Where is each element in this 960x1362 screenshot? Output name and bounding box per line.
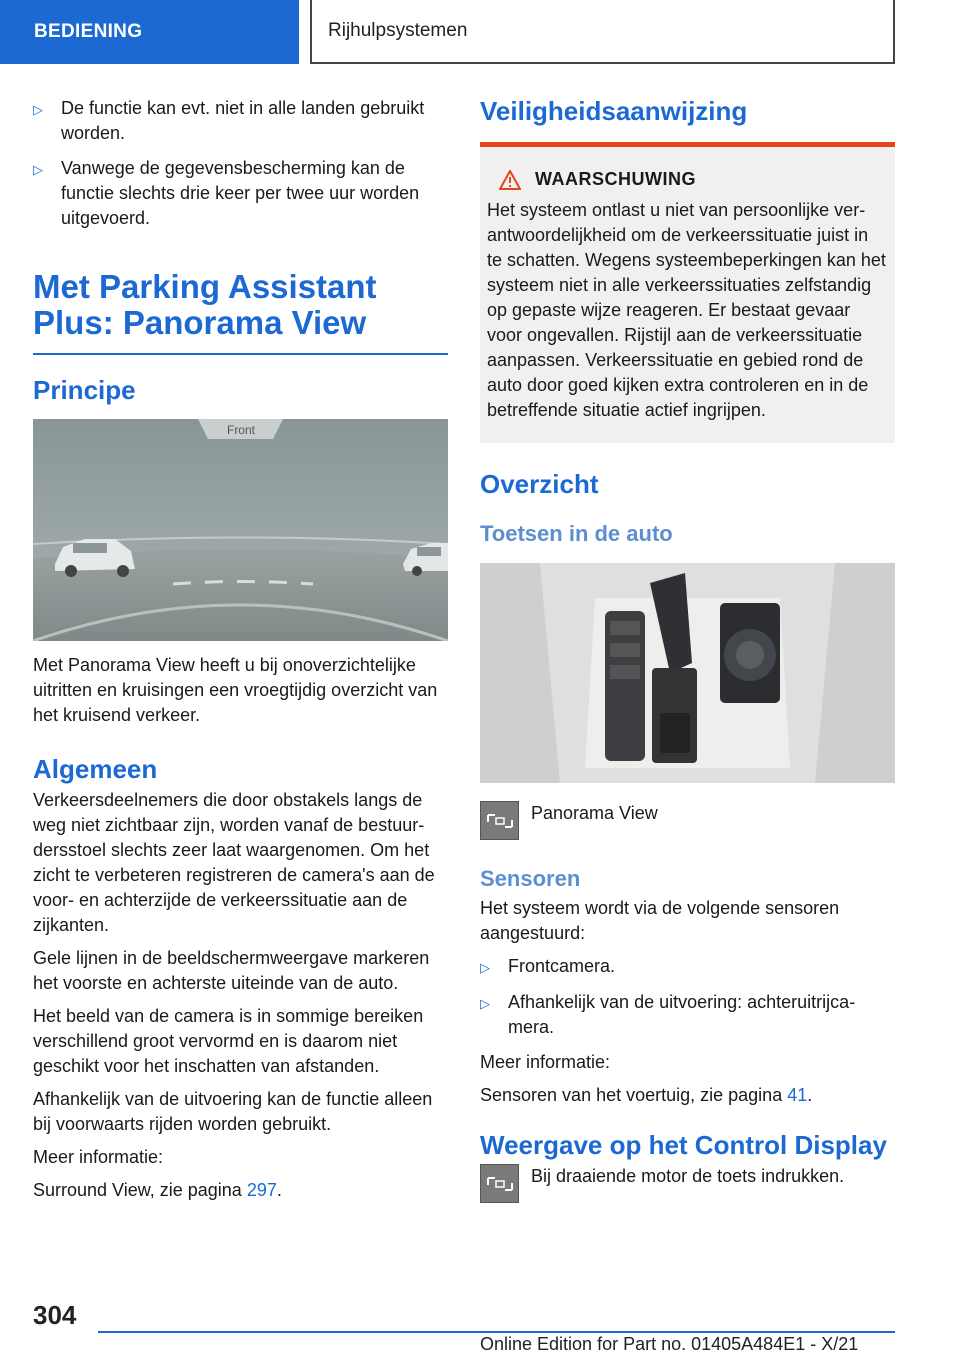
bullet-text: Vanwege de gegevensbescherming kan de functie slechts drie keer per twee uur worden uitgevoerd. bbox=[61, 158, 420, 228]
button-label: Panorama View bbox=[531, 803, 658, 823]
principle-heading: Principe bbox=[33, 375, 136, 405]
list-item bbox=[33, 96, 448, 146]
button-heading: Toetsen in de auto bbox=[480, 521, 673, 546]
general-heading: Algemeen bbox=[33, 754, 158, 784]
list-item bbox=[480, 954, 895, 980]
reference-text: Sensoren van het voertuig, zie pagina bbox=[480, 1085, 788, 1105]
principle-text: Met Panorama View heeft u bij onoverzichtelijke uitritten en kruisingen een vroegtijdig overzicht van het kruisend verkeer. bbox=[33, 655, 438, 725]
header-section: BEDIENING bbox=[0, 0, 299, 64]
display-heading: Weergave op het Control Display bbox=[480, 1130, 887, 1160]
header-chapter: Rijhulpsystemen bbox=[310, 0, 895, 64]
general-paragraph-3: Het beeld van de camera is in sommige bereiken verschillend groot vervormd en is daarom niet geschikt voor het inschatten van afstanden. bbox=[33, 1006, 424, 1076]
right-column bbox=[480, 96, 895, 1229]
bullet-triangle-icon: ▷ bbox=[480, 996, 490, 1011]
panorama-view-button-icon[interactable] bbox=[480, 1164, 519, 1203]
warning-triangle-icon bbox=[499, 170, 521, 190]
bullet-triangle-icon: ▷ bbox=[33, 102, 43, 117]
page-number: 304 bbox=[33, 1300, 77, 1330]
reference-end: . bbox=[807, 1085, 813, 1105]
center-console-image bbox=[480, 563, 895, 783]
cross-reference bbox=[480, 1083, 895, 1108]
bullet-triangle-icon: ▷ bbox=[33, 162, 43, 177]
image-label: Front bbox=[226, 423, 256, 437]
warning-box bbox=[480, 142, 895, 443]
warning-text: Het systeem ontlast u niet van persoonlijke verantwoordelijkheid om de verkeerssituatie juist in te schatten. Wegens systeembeperkingen kan het systeem niet in alle verkeerssituaties zelfstandig op gepaste wijze reageren. Er bestaat gevaar voor ongevallen. Rijstijl aan de verkeerssituatie aanpassen. Verkeerssituatie en gebied rond de auto door goed kijken extra controleren en in de betreffende situatie actief ingrijpen. bbox=[487, 200, 886, 420]
bullet-text: De functie kan evt. niet in alle landen gebruikt worden. bbox=[61, 98, 425, 143]
bullet-triangle-icon: ▷ bbox=[480, 960, 490, 975]
reference-end: . bbox=[276, 1180, 282, 1200]
general-paragraph-2: Gele lijnen in de beeldschermweergave markeren het voorste en achterste uiteinde van de auto. bbox=[33, 948, 430, 993]
page-link[interactable]: 41 bbox=[787, 1085, 808, 1105]
overview-heading: Overzicht bbox=[480, 469, 599, 499]
bullet-text: Afhankelijk van de uitvoering: achteruitrijcamera. bbox=[508, 992, 856, 1037]
title-divider bbox=[33, 353, 448, 355]
footer-divider bbox=[98, 1331, 895, 1333]
warning-header bbox=[487, 169, 887, 190]
sensors-text: Het systeem wordt via de volgende sensoren aangestuurd: bbox=[480, 898, 840, 943]
cross-reference bbox=[33, 1178, 448, 1203]
display-button-row bbox=[480, 1164, 895, 1203]
warning-title: WAARSCHUWING bbox=[535, 169, 696, 189]
more-info-label: Meer informatie: bbox=[480, 1052, 611, 1072]
panorama-view-image bbox=[33, 419, 448, 641]
reference-text: Surround View, zie pagina bbox=[33, 1180, 247, 1200]
page-link[interactable]: 297 bbox=[246, 1180, 277, 1200]
general-paragraph-4: Afhankelijk van de uitvoering kan de functie alleen bij voorwaarts rijden worden gebruikt. bbox=[33, 1089, 433, 1134]
list-item bbox=[480, 990, 895, 1040]
display-text: Bij draaiende motor de toets indrukken. bbox=[531, 1166, 845, 1186]
more-info-label: Meer informatie: bbox=[33, 1147, 164, 1167]
left-column bbox=[33, 96, 448, 1211]
panorama-view-button-row bbox=[480, 801, 895, 840]
panorama-view-button-icon[interactable] bbox=[480, 801, 519, 840]
footer-edition: Online Edition for Part no. 01405A484E1 - X/21 bbox=[480, 1334, 859, 1354]
sensors-heading: Sensoren bbox=[480, 866, 581, 891]
list-item bbox=[33, 156, 448, 231]
general-paragraph-1: Verkeersdeelnemers die door obstakels langs de weg niet zichtbaar zijn, worden vanaf de bestuurdersstoel slechts zeer laat waargenomen. Om het zicht te verbeteren registreren de camera's aan de voor- en achterzijde de verkeerssituatie aan de zijkanten. bbox=[33, 790, 435, 935]
safety-heading: Veiligheidsaanwijzing bbox=[480, 96, 748, 126]
section-title: Met Parking Assistant Plus: Panorama View bbox=[33, 268, 377, 341]
bullet-text: Frontcamera. bbox=[508, 956, 616, 976]
